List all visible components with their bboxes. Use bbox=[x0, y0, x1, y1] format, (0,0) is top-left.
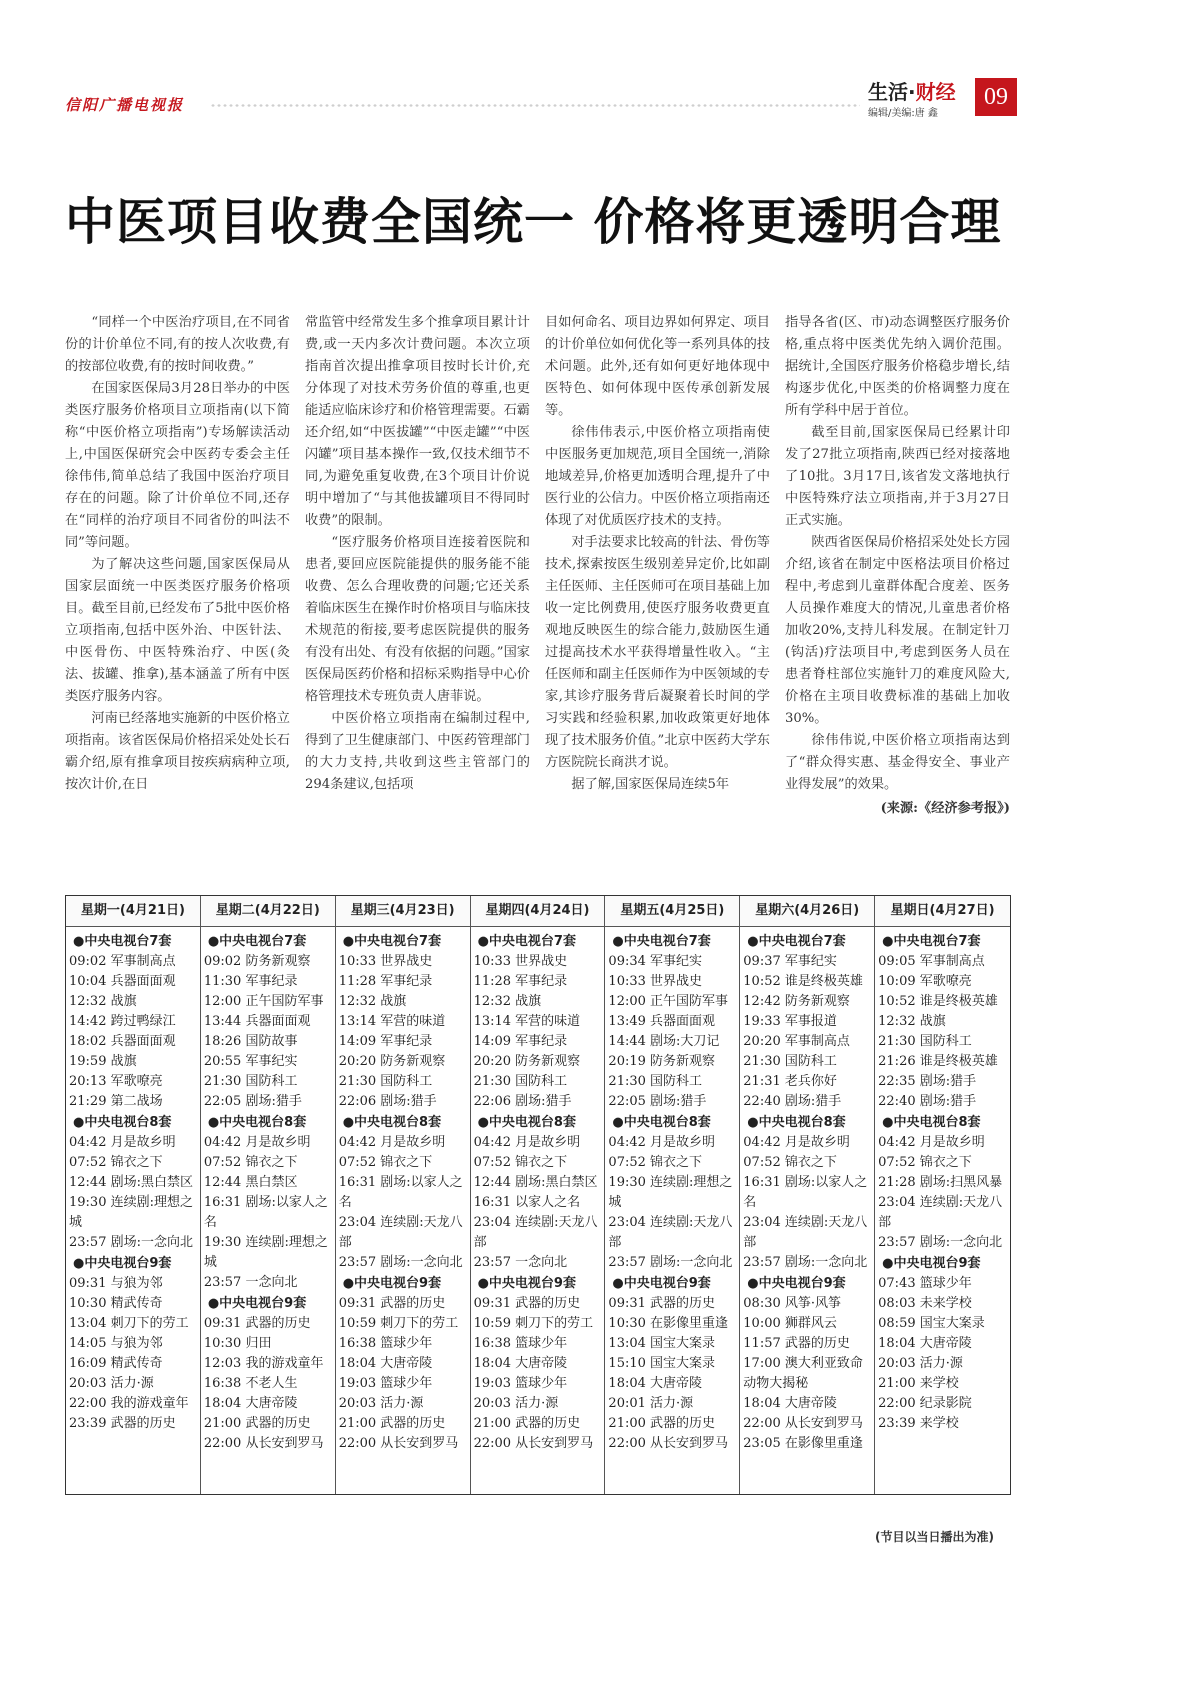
program-entry: 09:34 军事纪实 bbox=[608, 954, 703, 969]
program-entry: 22:35 剧场:猎手 bbox=[878, 1074, 977, 1089]
program-entry: 12:42 防务新观察 bbox=[743, 994, 850, 1009]
article-paragraph: 指导各省(区、市)动态调整医疗服务价格,重点将中医类优先纳入调价范围。据统计,全国医疗服务价格稳步增长,结构逐步优化,中医类的价格调整力度在所有学科中居于首位。 bbox=[785, 315, 1010, 418]
program-entry: 18:04 大唐帝陵 bbox=[608, 1376, 703, 1391]
program-entry: 16:31 剧场:以家人之名 bbox=[743, 1175, 868, 1210]
program-entry: 16:31 剧场:以家人之名 bbox=[203, 1195, 328, 1230]
program-entry: 21:00 来学校 bbox=[878, 1376, 959, 1391]
schedule-day-column bbox=[740, 896, 875, 1494]
program-entry: 16:09 精武传奇 bbox=[69, 1356, 163, 1371]
program-entry: 12:44 剧场:黑白禁区 bbox=[69, 1175, 193, 1190]
program-entry: 18:26 国防故事 bbox=[203, 1034, 298, 1049]
channel-heading: ●中央电视台7套 bbox=[882, 934, 981, 949]
program-entry: 22:00 纪录影院 bbox=[878, 1396, 972, 1411]
program-entry: 10:33 世界战史 bbox=[338, 954, 433, 969]
program-entry: 07:43 篮球少年 bbox=[878, 1276, 972, 1291]
program-entry: 04:42 月是故乡明 bbox=[338, 1135, 446, 1150]
program-entry: 14:42 跨过鸭绿江 bbox=[69, 1014, 176, 1029]
channel-heading: ●中央电视台8套 bbox=[747, 1115, 846, 1130]
program-entry: 12:32 战旗 bbox=[69, 994, 137, 1009]
day-programs bbox=[201, 927, 335, 1454]
program-entry: 14:44 剧场:大刀记 bbox=[608, 1034, 720, 1049]
program-entry: 20:55 军事纪实 bbox=[203, 1054, 298, 1069]
program-entry: 21:30 国防科工 bbox=[203, 1074, 298, 1089]
program-entry: 21:30 国防科工 bbox=[338, 1074, 433, 1089]
program-entry: 22:00 从长安到罗马 bbox=[473, 1436, 594, 1451]
program-entry: 10:30 在影像里重逢 bbox=[608, 1316, 729, 1331]
program-entry: 23:39 来学校 bbox=[878, 1416, 959, 1431]
channel-heading: ●中央电视台8套 bbox=[477, 1115, 576, 1130]
program-entry: 11:28 军事纪录 bbox=[338, 974, 433, 989]
program-entry: 20:03 活力·源 bbox=[473, 1396, 559, 1411]
article-paragraph: 目如何命名、项目边界如何界定、项目的计价单位如何优化等一系列具体的技术问题。此外,还有如何更好地体现中医特色、如何体现中医传承创新发展等。 bbox=[545, 315, 770, 418]
program-entry: 08:03 未来学校 bbox=[878, 1296, 972, 1311]
program-entry: 08:59 国宝大案录 bbox=[878, 1316, 985, 1331]
program-entry: 21:30 国防科工 bbox=[473, 1074, 568, 1089]
program-entry: 19:30 连续剧:理想之城 bbox=[608, 1175, 733, 1210]
program-entry: 21:30 国防科工 bbox=[608, 1074, 703, 1089]
schedule-day-column bbox=[875, 896, 1010, 1494]
program-entry: 19:03 篮球少年 bbox=[338, 1376, 433, 1391]
channel-heading: ●中央电视台7套 bbox=[342, 934, 442, 949]
program-entry: 20:03 活力·源 bbox=[338, 1396, 424, 1411]
program-entry: 07:52 锦衣之下 bbox=[608, 1155, 703, 1170]
channel-heading: ●中央电视台8套 bbox=[882, 1115, 981, 1130]
article-paragraph: 截至目前,国家医保局已经累计印发了27批立项指南,陕西已经对接落地了10批。3月17日,该省发文落地执行中医特殊疗法立项指南,并于3月27日正式实施。 bbox=[785, 425, 1010, 528]
day-header: 星期二(4月22日) bbox=[201, 896, 335, 927]
program-entry: 20:19 防务新观察 bbox=[608, 1054, 716, 1069]
program-entry: 14:09 军事纪录 bbox=[473, 1034, 568, 1049]
program-entry: 09:05 军事制高点 bbox=[878, 954, 985, 969]
program-entry: 04:42 月是故乡明 bbox=[473, 1135, 581, 1150]
article-column bbox=[785, 312, 1010, 820]
program-entry: 23:04 连续剧:天龙八部 bbox=[608, 1215, 733, 1250]
day-header: 星期日(4月27日) bbox=[875, 896, 1010, 927]
program-entry: 16:38 不老人生 bbox=[203, 1376, 298, 1391]
program-entry: 18:04 大唐帝陵 bbox=[878, 1336, 972, 1351]
schedule-day-column bbox=[605, 896, 740, 1494]
channel-heading: ●中央电视台8套 bbox=[207, 1115, 307, 1130]
program-entry: 16:31 以家人之名 bbox=[473, 1195, 581, 1210]
program-entry: 14:05 与狼为邻 bbox=[69, 1336, 163, 1351]
program-entry: 13:14 军营的味道 bbox=[473, 1014, 581, 1029]
article-paragraph: 对手法要求比较高的针法、骨伤等技术,探索按医生级别差异定价,比如副主任医师、主任医师可在项目基础上加收一定比例费用,使医疗服务收费更直观地反映医生的综合能力,鼓励医生通过提高技术水平获得增量性收入。“主任医师和副主任医师作为中医领域的专家,其诊疗服务背后凝聚着长时间的学习实践和经验积累,加收政策更好地体现了技术服务价值。”北京中医药大学东方医院院长商洪才说。 bbox=[545, 535, 770, 770]
program-entry: 04:42 月是故乡明 bbox=[743, 1135, 850, 1150]
article-paragraph: 徐伟伟表示,中医价格立项指南使中医服务更加规范,项目全国统一,消除地域差异,价格更加透明合理,提升了中医行业的公信力。中医价格立项指南还体现了对优质医疗技术的支持。 bbox=[545, 425, 770, 528]
program-entry: 20:20 军事制高点 bbox=[743, 1034, 850, 1049]
channel-heading: ●中央电视台9套 bbox=[477, 1276, 576, 1291]
program-entry: 10:04 兵器面面观 bbox=[69, 974, 176, 989]
program-entry: 13:04 国宝大案录 bbox=[608, 1336, 716, 1351]
channel-heading: ●中央电视台7套 bbox=[73, 934, 172, 949]
program-entry: 12:00 正午国防军事 bbox=[608, 994, 729, 1009]
program-entry: 16:38 篮球少年 bbox=[473, 1336, 568, 1351]
channel-heading: ●中央电视台9套 bbox=[747, 1276, 846, 1291]
program-entry: 21:00 武器的历史 bbox=[203, 1416, 311, 1431]
program-entry: 04:42 月是故乡明 bbox=[69, 1135, 176, 1150]
article-paragraph: 徐伟伟说,中医价格立项指南达到了“群众得实惠、基金得安全、事业产业得发展”的效果。 bbox=[785, 733, 1010, 792]
program-entry: 19:33 军事报道 bbox=[743, 1014, 837, 1029]
program-entry: 07:52 锦衣之下 bbox=[743, 1155, 837, 1170]
program-entry: 22:05 剧场:猎手 bbox=[203, 1094, 302, 1109]
program-entry: 10:33 世界战史 bbox=[608, 974, 703, 989]
article-paragraph: 在国家医保局3月28日举办的中医类医疗服务价格项目立项指南(以下简称“中医价格立项指南”)专场解读活动上,中国医保研究会中医药专委会主任徐伟伟,简单总结了我国中医治疗项目存在的问题。除了计价单位不同,还存在“同样的治疗项目不同省份的叫法不同”等问题。 bbox=[65, 381, 290, 550]
program-entry: 20:03 活力·源 bbox=[69, 1376, 154, 1391]
channel-heading: ●中央电视台8套 bbox=[612, 1115, 711, 1130]
program-entry: 11:30 军事纪录 bbox=[203, 974, 298, 989]
program-entry: 23:57 剧场:一念向北 bbox=[743, 1255, 868, 1270]
article-paragraph: 中医价格立项指南在编制过程中,得到了卫生健康部门、中医药管理部门的大力支持,共收到这些主管部门的294条建议,包括项 bbox=[305, 711, 530, 792]
channel-heading: ●中央电视台8套 bbox=[73, 1115, 172, 1130]
program-entry: 11:57 武器的历史 bbox=[743, 1336, 850, 1351]
article-headline: 中医项目收费全国统一 价格将更透明合理 bbox=[65, 193, 1002, 251]
program-entry: 21:29 第二战场 bbox=[69, 1094, 163, 1109]
program-entry: 19:30 连续剧:理想之城 bbox=[69, 1195, 193, 1230]
newspaper-masthead: 信阳广播电视报 bbox=[65, 96, 185, 114]
program-entry: 18:04 大唐帝陵 bbox=[338, 1356, 433, 1371]
program-entry: 12:44 剧场:黑白禁区 bbox=[473, 1175, 598, 1190]
channel-heading: ●中央电视台9套 bbox=[207, 1296, 307, 1311]
program-entry: 22:00 从长安到罗马 bbox=[203, 1436, 324, 1451]
program-entry: 22:00 我的游戏童年 bbox=[69, 1396, 189, 1411]
program-entry: 23:57 剧场:一念向北 bbox=[608, 1255, 733, 1270]
channel-heading: ●中央电视台7套 bbox=[207, 934, 307, 949]
program-entry: 14:09 军事纪录 bbox=[338, 1034, 433, 1049]
program-entry: 18:02 兵器面面观 bbox=[69, 1034, 176, 1049]
program-entry: 22:00 从长安到罗马 bbox=[743, 1416, 863, 1431]
program-entry: 07:52 锦衣之下 bbox=[338, 1155, 433, 1170]
program-entry: 09:31 武器的历史 bbox=[473, 1296, 581, 1311]
program-entry: 19:30 连续剧:理想之城 bbox=[203, 1235, 328, 1270]
article-paragraph: “同样一个中医治疗项目,在不同省份的计价单位不同,有的按人次收费,有的按部位收费,有的按时间收费。” bbox=[65, 315, 290, 374]
program-entry: 07:52 锦衣之下 bbox=[878, 1155, 972, 1170]
program-entry: 22:40 剧场:猎手 bbox=[743, 1094, 842, 1109]
program-entry: 23:57 剧场:一念向北 bbox=[338, 1255, 463, 1270]
program-entry: 22:40 剧场:猎手 bbox=[878, 1094, 977, 1109]
program-entry: 21:00 武器的历史 bbox=[338, 1416, 446, 1431]
program-entry: 13:14 军营的味道 bbox=[338, 1014, 446, 1029]
program-entry: 12:32 战旗 bbox=[338, 994, 407, 1009]
program-entry: 20:01 活力·源 bbox=[608, 1396, 694, 1411]
program-entry: 23:57 剧场:一念向北 bbox=[878, 1235, 1003, 1250]
program-entry: 23:04 连续剧:天龙八部 bbox=[338, 1215, 463, 1250]
program-entry: 09:31 武器的历史 bbox=[608, 1296, 716, 1311]
article-paragraph: 为了解决这些问题,国家医保局从国家层面统一中医类医疗服务价格项目。截至目前,已经发布了5批中医价格立项指南,包括中医外治、中医针法、中医骨伤、中医特殊治疗、中医(灸法、拔罐、推拿),基本涵盖了所有中医类医疗服务内容。 bbox=[65, 557, 290, 704]
program-entry: 12:03 我的游戏童年 bbox=[203, 1356, 324, 1371]
program-entry: 21:00 武器的历史 bbox=[473, 1416, 581, 1431]
program-entry: 10:00 狮群风云 bbox=[743, 1316, 837, 1331]
program-entry: 23:05 在影像里重逢 bbox=[743, 1436, 863, 1451]
program-entry: 13:04 刺刀下的劳工 bbox=[69, 1316, 189, 1331]
channel-heading: ●中央电视台9套 bbox=[882, 1256, 981, 1271]
program-entry: 16:31 剧场:以家人之名 bbox=[338, 1175, 463, 1210]
article-paragraph: 陕西省医保局价格招采处处长方园介绍,该省在制定中医格法项目价格过程中,考虑到儿童群体配合度差、医务人员操作难度大的情况,儿童患者价格加收20%,支持儿科发展。在制定针刀(钩活)疗法项目中,考虑到医务人员在患者脊柱部位实施针刀的难度风险大,价格在主项目收费标准的基础上加收30%。 bbox=[785, 535, 1010, 726]
day-header: 星期一(4月21日) bbox=[66, 896, 200, 927]
editor-credit: 编辑/美编:唐 鑫 bbox=[868, 108, 938, 119]
article-paragraph: 据了解,国家医保局连续5年 bbox=[571, 777, 730, 792]
program-entry: 07:52 锦衣之下 bbox=[203, 1155, 298, 1170]
channel-heading: ●中央电视台8套 bbox=[342, 1115, 442, 1130]
article-body bbox=[65, 312, 1010, 862]
day-programs bbox=[875, 927, 1010, 1434]
program-entry: 04:42 月是故乡明 bbox=[203, 1135, 311, 1150]
program-entry: 22:06 剧场:猎手 bbox=[473, 1094, 572, 1109]
program-entry: 10:59 刺刀下的劳工 bbox=[473, 1316, 594, 1331]
program-entry: 23:57 一念向北 bbox=[203, 1275, 298, 1290]
program-entry: 15:10 国宝大案录 bbox=[608, 1356, 716, 1371]
article-column bbox=[65, 312, 290, 796]
program-entry: 09:02 防务新观察 bbox=[203, 954, 311, 969]
section-title bbox=[868, 76, 956, 105]
program-entry: 19:59 战旗 bbox=[69, 1054, 137, 1069]
day-header: 星期三(4月23日) bbox=[336, 896, 470, 927]
article-column bbox=[545, 312, 770, 796]
program-entry: 21:00 武器的历史 bbox=[608, 1416, 716, 1431]
program-entry: 12:00 正午国防军事 bbox=[203, 994, 324, 1009]
article-source: (来源:《经济参考报》) bbox=[880, 801, 1010, 816]
schedule-day-column bbox=[201, 896, 336, 1494]
day-programs bbox=[471, 927, 605, 1454]
tv-schedule-grid bbox=[65, 895, 1011, 1495]
page-number: 09 bbox=[975, 78, 1017, 116]
program-entry: 10:09 军歌嘹亮 bbox=[878, 974, 972, 989]
program-entry: 22:00 从长安到罗马 bbox=[608, 1436, 729, 1451]
program-entry: 23:57 一念向北 bbox=[473, 1255, 568, 1270]
program-entry: 09:02 军事制高点 bbox=[69, 954, 176, 969]
day-header: 星期四(4月24日) bbox=[471, 896, 605, 927]
masthead-dotted-rule bbox=[210, 103, 860, 108]
schedule-day-column bbox=[66, 896, 201, 1494]
program-entry: 08:30 风筝·风筝 bbox=[743, 1296, 842, 1311]
program-entry: 10:59 刺刀下的劳工 bbox=[338, 1316, 459, 1331]
program-entry: 17:00 澳大利亚致命动物大揭秘 bbox=[743, 1356, 863, 1391]
channel-heading: ●中央电视台7套 bbox=[747, 934, 846, 949]
program-entry: 09:31 武器的历史 bbox=[338, 1296, 446, 1311]
day-programs bbox=[66, 927, 200, 1434]
program-entry: 22:06 剧场:猎手 bbox=[338, 1094, 437, 1109]
program-entry: 20:20 防务新观察 bbox=[338, 1054, 446, 1069]
program-entry: 09:31 武器的历史 bbox=[203, 1316, 311, 1331]
day-programs bbox=[740, 927, 874, 1454]
program-entry: 13:44 兵器面面观 bbox=[203, 1014, 311, 1029]
day-programs bbox=[336, 927, 470, 1454]
program-entry: 11:28 军事纪录 bbox=[473, 974, 568, 989]
program-entry: 23:04 连续剧:天龙八部 bbox=[743, 1215, 868, 1250]
program-entry: 16:38 篮球少年 bbox=[338, 1336, 433, 1351]
program-entry: 18:04 大唐帝陵 bbox=[743, 1396, 837, 1411]
program-entry: 21:28 剧场:扫黑风暴 bbox=[878, 1175, 1003, 1190]
section-prefix: 生活· bbox=[868, 80, 916, 104]
program-entry: 23:04 连续剧:天龙八部 bbox=[473, 1215, 598, 1250]
program-entry: 18:04 大唐帝陵 bbox=[203, 1396, 298, 1411]
article-paragraph: 河南已经落地实施新的中医价格立项指南。该省医保局价格招采处处长石霸介绍,原有推拿项目按疾病病种立项,按次计价,在日 bbox=[65, 711, 290, 792]
program-entry: 07:52 锦衣之下 bbox=[473, 1155, 568, 1170]
schedule-day-column bbox=[336, 896, 471, 1494]
article-paragraph: 常监管中经常发生多个推拿项目累计计费,或一天内多次计费问题。本次立项指南首次提出推拿项目按时长计价,充分体现了对技术劳务价值的尊重,也更能适应临床诊疗和价格管理需要。石霸还介绍,如“中医拔罐”“中医走罐”“中医闪罐”项目基本操作一致,仅技术细节不同,为避免重复收费,在3个项目计价说明中增加了“与其他拔罐项目不得同时收费”的限制。 bbox=[305, 315, 530, 528]
program-entry: 21:26 谁是终极英雄 bbox=[878, 1054, 998, 1069]
program-entry: 23:57 剧场:一念向北 bbox=[69, 1235, 193, 1250]
program-entry: 12:44 黑白禁区 bbox=[203, 1175, 298, 1190]
channel-heading: ●中央电视台9套 bbox=[73, 1256, 172, 1271]
program-entry: 23:39 武器的历史 bbox=[69, 1416, 176, 1431]
article-column bbox=[305, 312, 530, 796]
program-entry: 10:52 谁是终极英雄 bbox=[878, 994, 998, 1009]
program-entry: 20:20 防务新观察 bbox=[473, 1054, 581, 1069]
section-highlight: 财经 bbox=[915, 80, 956, 104]
program-entry: 21:30 国防科工 bbox=[743, 1054, 837, 1069]
program-entry: 10:30 精武传奇 bbox=[69, 1296, 163, 1311]
program-entry: 21:30 国防科工 bbox=[878, 1034, 972, 1049]
program-entry: 18:04 大唐帝陵 bbox=[473, 1356, 568, 1371]
program-entry: 23:04 连续剧:天龙八部 bbox=[878, 1195, 1003, 1230]
day-programs bbox=[605, 927, 739, 1454]
program-entry: 10:52 谁是终极英雄 bbox=[743, 974, 863, 989]
program-entry: 13:49 兵器面面观 bbox=[608, 1014, 716, 1029]
program-entry: 10:33 世界战史 bbox=[473, 954, 568, 969]
channel-heading: ●中央电视台9套 bbox=[612, 1276, 711, 1291]
program-entry: 20:03 活力·源 bbox=[878, 1356, 963, 1371]
program-entry: 12:32 战旗 bbox=[878, 1014, 946, 1029]
program-entry: 07:52 锦衣之下 bbox=[69, 1155, 163, 1170]
program-entry: 09:31 与狼为邻 bbox=[69, 1276, 163, 1291]
channel-heading: ●中央电视台9套 bbox=[342, 1276, 442, 1291]
program-entry: 04:42 月是故乡明 bbox=[878, 1135, 985, 1150]
program-entry: 10:30 归田 bbox=[203, 1336, 272, 1351]
program-entry: 09:37 军事纪实 bbox=[743, 954, 837, 969]
program-entry: 04:42 月是故乡明 bbox=[608, 1135, 716, 1150]
day-header: 星期五(4月25日) bbox=[605, 896, 739, 927]
day-header: 星期六(4月26日) bbox=[740, 896, 874, 927]
article-paragraph: “医疗服务价格项目连接着医院和患者,要回应医院能提供的服务能不能收费、怎么合理收费的问题;它还关系着临床医生在操作时价格项目与临床技术规范的衔接,要考虑医院提供的服务有没有出处、有没有依据的问题。”国家医保局医药价格和招标采购指导中心价格管理技术专班负责人唐菲说。 bbox=[305, 535, 530, 704]
program-entry: 21:31 老兵你好 bbox=[743, 1074, 837, 1089]
program-entry: 22:00 从长安到罗马 bbox=[338, 1436, 459, 1451]
program-entry: 20:13 军歌嘹亮 bbox=[69, 1074, 163, 1089]
program-entry: 22:05 剧场:猎手 bbox=[608, 1094, 707, 1109]
channel-heading: ●中央电视台7套 bbox=[477, 934, 576, 949]
channel-heading: ●中央电视台7套 bbox=[612, 934, 711, 949]
schedule-day-column bbox=[471, 896, 606, 1494]
schedule-footnote: (节目以当日播出为准) bbox=[875, 1530, 994, 1544]
program-entry: 19:03 篮球少年 bbox=[473, 1376, 568, 1391]
program-entry: 12:32 战旗 bbox=[473, 994, 542, 1009]
